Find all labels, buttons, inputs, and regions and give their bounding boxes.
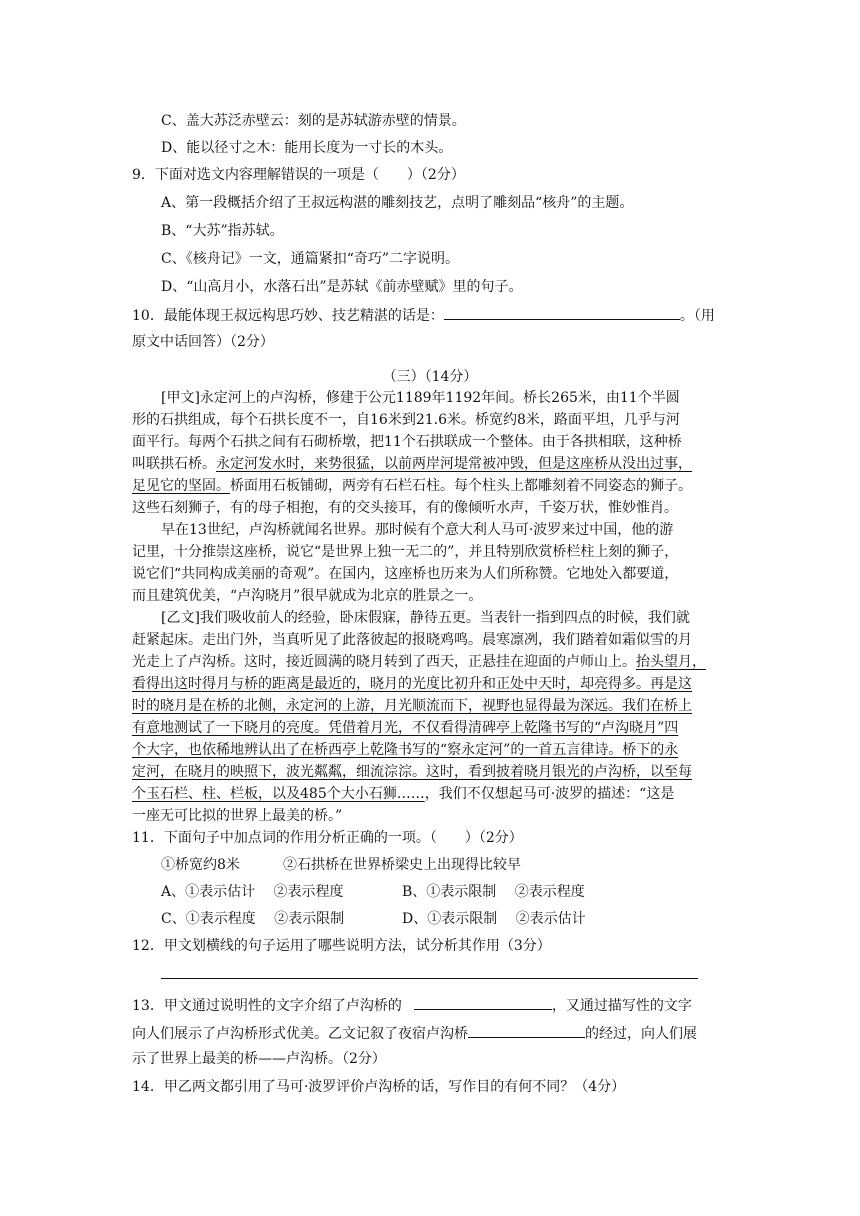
q13-text-d: 的经过，向人们展 — [585, 1026, 697, 1042]
q10-stem-end: 。（用 — [679, 308, 715, 324]
q9-option-d: D、“山高月小，水落石出”是苏轼《前赤壁赋》里的句子。 — [161, 279, 523, 295]
underlined-sentence-yi-1: 抬头望月， — [636, 654, 706, 670]
passage-yi-line-9 — [132, 784, 674, 804]
q13-line-2 — [132, 1023, 697, 1044]
passage-jia-p2-line-4: 而且建筑优美，“卢沟晓月”很早就成为北京的胜景之一。 — [132, 588, 483, 604]
q13-blank-2[interactable] — [468, 1023, 585, 1038]
q13-text-c: 向人们展示了卢沟桥形式优美。乙文记叙了夜宿卢沟桥 — [132, 1026, 468, 1042]
q10-stem-text: 10．最能体现王叔远构思巧妙、技艺精湛的话是： — [132, 308, 444, 324]
passage-jia-line-4 — [132, 454, 692, 474]
q12-stem: 12．甲文划横线的句子运用了哪些说明方法，试分析其作用（3分） — [132, 938, 551, 954]
q13-blank-1[interactable] — [414, 995, 552, 1010]
q11-sentence-2: ②石拱桥在世界桥梁史上出现得比较早 — [283, 857, 521, 873]
passage-jia-line-6: 这些石刻狮子，有的母子相抱，有的交头接耳，有的像倾听水声，千姿万状，惟妙惟肖。 — [132, 500, 678, 516]
q11-option-a: A、①表示估计 ②表示程度 — [161, 884, 344, 900]
passage-yi-line-1: [乙文]我们吸收前人的经验，卧床假寐，静待五更。当表针一指到四点的时候，我们就 — [161, 610, 690, 626]
section-3-title: （三）（14分） — [382, 369, 478, 385]
q13-line-1 — [132, 995, 692, 1016]
q9-option-c: C、《核舟记》一文，通篇紧扣“奇巧”二字说明。 — [161, 251, 460, 267]
underlined-sentence-yi-2-end: 个玉石栏、柱、栏板，以及485个大小石狮…… — [132, 786, 425, 802]
passage-yi-line-10: 一座无可比拟的世界上最美的桥。” — [132, 808, 343, 824]
q10-answer-blank[interactable] — [444, 305, 680, 320]
passage-yi-line-6: 有意地测试了一下晓月的亮度。凭借着月光，不仅看得清碑亭上乾隆书写的“卢沟晓月”四 — [132, 720, 679, 736]
q13-text-a: 13．甲文通过说明性的文字介绍了卢沟桥的 — [132, 998, 402, 1014]
passage-yi-line-7: 个大字，也依稀地辨认出了在桥西亭上乾隆书写的“察永定河”的一首五言律诗。桥下的永 — [132, 742, 679, 758]
passage-yi-line-9b: ，我们不仅想起马可·波罗的描述：“这是 — [424, 786, 675, 802]
q13-line-3: 示了世界上最美的桥——卢沟桥。（2分） — [132, 1051, 386, 1067]
q10-stem — [132, 305, 715, 326]
q9-option-b: B、“大苏”指苏轼。 — [161, 223, 284, 239]
q11-option-b: B、①表示限制 ②表示程度 — [402, 884, 585, 900]
passage-jia-p2-line-3: 说它们“共同构成美丽的奇观”。在国内，这座桥也历来为人们所称赞。它地处入都要道， — [132, 566, 679, 582]
passage-jia-p2-line-2: 记里，十分推崇这座桥，说它“是世界上独一无二的”，并且特别欣赏桥栏柱上刻的狮子， — [132, 544, 679, 560]
q10-stem-line2: 原文中话回答）（2分） — [132, 334, 274, 350]
q11-stem: 11．下面句子中加点词的作用分析正确的一项。（ ）（2分） — [132, 830, 523, 846]
q13-text-b: ，又通过描写性的文字 — [551, 998, 692, 1014]
q9-option-a: A、第一段概括介绍了王叔远构湛的雕刻技艺，点明了雕刻品“核舟”的主题。 — [161, 195, 634, 211]
passage-jia-line-3: 面平行。每两个石拱之间有石砌桥墩，把11个石拱联成一个整体。由于各拱相联，这种桥 — [132, 434, 682, 450]
q8-option-c: C、盖大苏泛赤壁云：刻的是苏轼游赤壁的情景。 — [161, 113, 466, 129]
passage-yi-line-4: 看得出这时得月与桥的距离是最近的，晓月的光度比初升和正处中天时，却亮得多。再是这 — [132, 676, 692, 692]
passage-yi-line-3a: 光走上了卢沟桥。这时，接近圆满的晓月转到了西天，正悬挂在迎面的卢师山上。 — [132, 654, 636, 670]
underlined-sentence-yi-2: 我们在桥上 — [622, 698, 692, 714]
passage-jia-line-5 — [132, 476, 692, 496]
q8-option-d: D、能以径寸之木：能用长度为一寸长的木头。 — [161, 140, 453, 156]
passage-yi-line-2: 赶紧起床。走出门外，当真听见了此落彼起的报晓鸡鸣。晨寒凛冽，我们踏着如霜似雪的月 — [132, 632, 692, 648]
underlined-sentence-jia-cont: 足见它的坚固。 — [132, 478, 230, 494]
passage-jia-line-5b: 桥面用石板铺砌，两旁有石栏石柱。每个柱头上都雕刻着不同姿态的狮子。 — [230, 478, 692, 494]
passage-jia-line-1: [甲文]永定河上的卢沟桥，修建于公元1189年1192年间。桥长265米，由11个半圆 — [161, 390, 680, 406]
passage-jia-p2-line-1: 早在13世纪，卢沟桥就闻名世界。那时候有个意大利人马可·波罗来过中国，他的游 — [161, 522, 674, 538]
passage-yi-line-3 — [132, 652, 706, 672]
underlined-sentence-yi-1-end: 时的晓月是在桥的北侧，永定河的上游，月光顺流而下，视野也显得最为深远。 — [132, 698, 622, 714]
passage-jia-line-2: 形的石拱组成，每个石拱长度不一，自16米到21.6米。桥宽约8米，路面平坦，几乎与河 — [132, 412, 680, 428]
passage-yi-line-5 — [132, 696, 692, 716]
q14-stem: 14．甲乙两文都引用了马可·波罗评价卢沟桥的话，写作目的有何不同？（4分） — [132, 1079, 626, 1095]
q12-answer-line[interactable] — [161, 978, 698, 979]
passage-yi-line-8: 定河，在晓月的映照下，波光粼粼，细流淙淙。这时，看到披着晓月银光的卢沟桥，以至每 — [132, 764, 692, 780]
underlined-sentence-jia: 永定河发水时，来势很猛，以前两岸河堤常被冲毁，但是这座桥从没出过事， — [216, 456, 692, 472]
passage-jia-line-4a: 叫联拱石桥。 — [132, 456, 216, 472]
q11-option-c: C、①表示程度 ②表示限制 — [161, 911, 345, 927]
q9-stem: 9．下面对选文内容理解错误的一项是（ ）（2分） — [132, 167, 465, 183]
q11-sentence-1: ①桥宽约8米 — [161, 857, 240, 873]
q11-option-d: D、①表示限制 ②表示估计 — [402, 911, 586, 927]
